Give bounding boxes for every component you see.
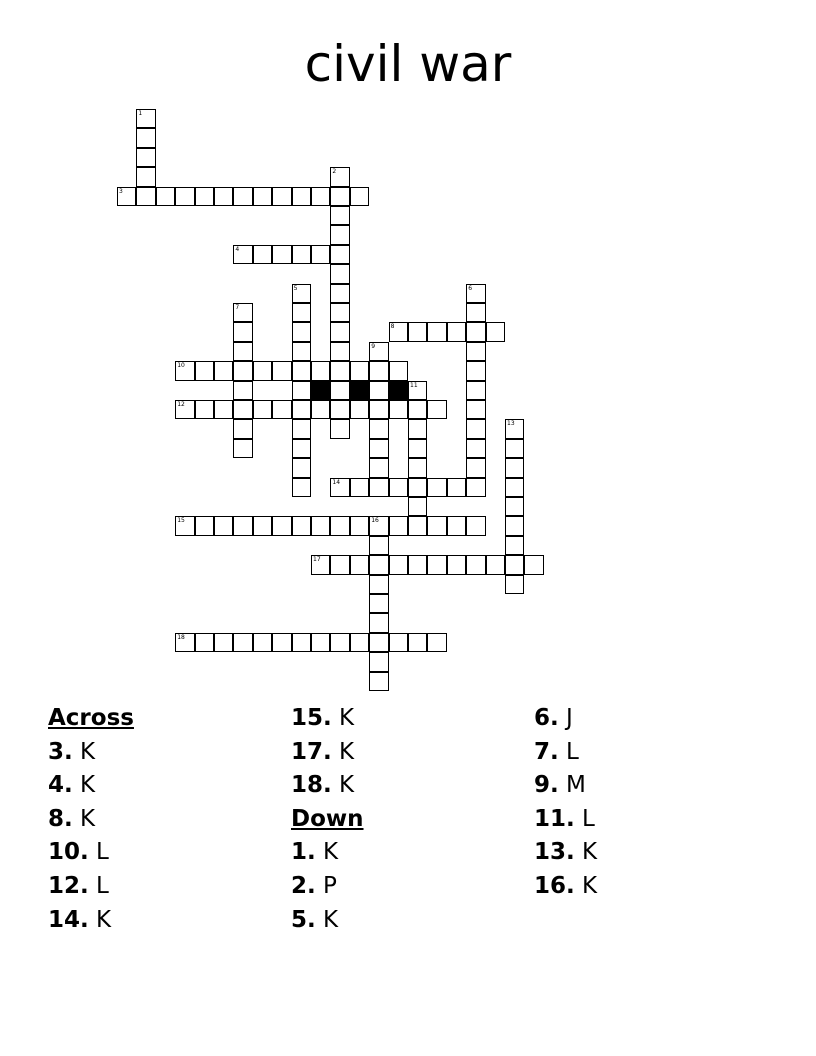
clue-item <box>534 769 597 803</box>
crossword-cell[interactable] <box>233 245 252 264</box>
crossword-cell[interactable] <box>505 536 524 555</box>
crossword-cell[interactable] <box>292 400 311 419</box>
crossword-cell[interactable] <box>136 128 155 147</box>
clue-number: 15. <box>291 705 332 731</box>
crossword-cell[interactable] <box>233 633 252 652</box>
crossword-cell[interactable] <box>350 478 369 497</box>
crossword-cell[interactable] <box>272 516 291 535</box>
cell-number: 6 <box>468 284 473 292</box>
crossword-cell[interactable] <box>427 516 446 535</box>
crossword-cell[interactable] <box>505 575 524 594</box>
crossword-cell[interactable] <box>233 419 252 438</box>
crossword-cell[interactable] <box>486 322 505 341</box>
crossword-cell[interactable] <box>350 361 369 380</box>
crossword-cell[interactable] <box>311 400 330 419</box>
crossword-cell[interactable] <box>427 400 446 419</box>
crossword-cell[interactable] <box>330 555 349 574</box>
crossword-cell[interactable] <box>175 187 194 206</box>
clue-number: 4. <box>48 772 73 799</box>
crossword-cell[interactable] <box>330 303 349 322</box>
clue-item <box>291 736 364 770</box>
crossword-cell[interactable] <box>408 322 427 341</box>
crossword-cell[interactable] <box>369 419 388 438</box>
crossword-cell[interactable] <box>408 419 427 438</box>
crossword-cell[interactable] <box>136 109 155 128</box>
crossword-cell[interactable] <box>292 284 311 303</box>
crossword-cell[interactable] <box>272 361 291 380</box>
crossword-black-cell <box>389 381 408 400</box>
crossword-cell[interactable] <box>292 633 311 652</box>
crossword-cell[interactable] <box>389 478 408 497</box>
crossword-cell[interactable] <box>272 400 291 419</box>
crossword-cell[interactable] <box>156 187 175 206</box>
clue-item <box>534 736 597 770</box>
crossword-cell[interactable] <box>214 361 233 380</box>
clue-number: 5. <box>291 906 316 933</box>
crossword-cell[interactable] <box>272 245 291 264</box>
crossword-cell[interactable] <box>195 361 214 380</box>
crossword-cell[interactable] <box>524 555 543 574</box>
crossword-cell[interactable] <box>253 245 272 264</box>
cell-number: 11 <box>410 381 418 389</box>
crossword-cell[interactable] <box>447 516 466 535</box>
clue-item <box>48 803 134 837</box>
crossword-cell[interactable] <box>311 555 330 574</box>
cell-number: 2 <box>332 168 337 176</box>
clue-number: 16. <box>534 872 575 899</box>
crossword-cell[interactable] <box>175 361 194 380</box>
crossword-cell[interactable] <box>350 187 369 206</box>
crossword-cell[interactable] <box>330 342 349 361</box>
clue-item <box>48 769 134 803</box>
clue-item <box>291 904 364 938</box>
clue-item <box>534 803 597 837</box>
crossword-cell[interactable] <box>427 555 446 574</box>
crossword-cell[interactable] <box>330 187 349 206</box>
clue-text: K <box>574 872 598 899</box>
crossword-cell[interactable] <box>389 361 408 380</box>
crossword-cell[interactable] <box>350 400 369 419</box>
clue-text: K <box>331 738 355 765</box>
crossword-cell[interactable] <box>330 206 349 225</box>
crossword-cell[interactable] <box>195 633 214 652</box>
crossword-cell[interactable] <box>292 478 311 497</box>
crossword-cell[interactable] <box>330 284 349 303</box>
clue-text: K <box>72 738 96 765</box>
crossword-cell[interactable] <box>233 361 252 380</box>
clue-number: 2. <box>291 872 316 899</box>
cell-number: 9 <box>371 342 376 350</box>
crossword-cell[interactable] <box>466 439 485 458</box>
crossword-cell[interactable] <box>408 439 427 458</box>
clue-number: 7. <box>534 738 559 765</box>
clue-text: K <box>88 906 112 933</box>
crossword-cell[interactable] <box>233 303 252 322</box>
crossword-cell[interactable] <box>447 555 466 574</box>
crossword-cell[interactable] <box>408 633 427 652</box>
crossword-cell[interactable] <box>408 497 427 516</box>
crossword-cell[interactable] <box>408 400 427 419</box>
crossword-cell[interactable] <box>350 516 369 535</box>
crossword-cell[interactable] <box>427 322 446 341</box>
crossword-cell[interactable] <box>311 187 330 206</box>
clue-item <box>534 702 597 736</box>
crossword-cell[interactable] <box>233 381 252 400</box>
crossword-cell[interactable] <box>136 167 155 186</box>
clue-number: 11. <box>534 805 575 832</box>
clue-item <box>291 769 364 803</box>
crossword-cell[interactable] <box>233 516 252 535</box>
crossword-cell[interactable] <box>253 187 272 206</box>
crossword-cell[interactable] <box>136 148 155 167</box>
crossword-cell[interactable] <box>292 361 311 380</box>
crossword-cell[interactable] <box>447 322 466 341</box>
clue-text: K <box>72 772 96 799</box>
crossword-cell[interactable] <box>330 167 349 186</box>
crossword-cell[interactable] <box>175 400 194 419</box>
crossword-cell[interactable] <box>466 516 485 535</box>
clue-number: 14. <box>48 906 89 933</box>
crossword-cell[interactable] <box>369 458 388 477</box>
clue-column-2 <box>291 702 364 937</box>
crossword-cell[interactable] <box>505 458 524 477</box>
crossword-cell[interactable] <box>195 400 214 419</box>
crossword-cell[interactable] <box>389 555 408 574</box>
crossword-cell[interactable] <box>292 303 311 322</box>
crossword-cell[interactable] <box>408 458 427 477</box>
crossword-cell[interactable] <box>369 633 388 652</box>
crossword-cell[interactable] <box>369 594 388 613</box>
clue-item <box>291 836 364 870</box>
crossword-cell[interactable] <box>369 652 388 671</box>
crossword-cell[interactable] <box>330 516 349 535</box>
crossword-cell[interactable] <box>253 633 272 652</box>
crossword-cell[interactable] <box>292 187 311 206</box>
cell-number: 14 <box>332 478 341 486</box>
crossword-cell[interactable] <box>195 516 214 535</box>
crossword-cell[interactable] <box>389 322 408 341</box>
cell-number: 12 <box>177 401 185 408</box>
crossword-cell[interactable] <box>369 555 388 574</box>
clue-text: L <box>574 805 595 832</box>
clue-item <box>291 702 364 736</box>
crossword-cell[interactable] <box>505 497 524 516</box>
crossword-cell[interactable] <box>369 613 388 632</box>
crossword-cell[interactable] <box>369 400 388 419</box>
clue-item <box>291 870 364 904</box>
crossword-cell[interactable] <box>466 381 485 400</box>
crossword-cell[interactable] <box>233 400 252 419</box>
cell-number: 5 <box>293 284 298 292</box>
crossword-cell[interactable] <box>136 187 155 206</box>
crossword-cell[interactable] <box>369 361 388 380</box>
crossword-cell[interactable] <box>292 322 311 341</box>
crossword-cell[interactable] <box>330 419 349 438</box>
clue-text: K <box>331 705 355 731</box>
crossword-cell[interactable] <box>330 225 349 244</box>
crossword-cell[interactable] <box>505 555 524 574</box>
clue-item <box>48 836 134 870</box>
crossword-cell[interactable] <box>253 400 272 419</box>
cell-number: 15 <box>177 517 185 525</box>
crossword-cell[interactable] <box>292 342 311 361</box>
cell-number: 18 <box>177 633 185 641</box>
crossword-cell[interactable] <box>330 400 349 419</box>
crossword-cell[interactable] <box>214 633 233 652</box>
crossword-cell[interactable] <box>311 361 330 380</box>
clue-number: 10. <box>48 839 89 866</box>
crossword-cell[interactable] <box>233 187 252 206</box>
clue-column-1 <box>48 702 134 937</box>
clue-text: L <box>88 872 109 899</box>
crossword-cell[interactable] <box>408 381 427 400</box>
crossword-cell[interactable] <box>175 633 194 652</box>
crossword-cell[interactable] <box>292 458 311 477</box>
crossword-cell[interactable] <box>466 342 485 361</box>
crossword-cell[interactable] <box>233 342 252 361</box>
crossword-cell[interactable] <box>350 555 369 574</box>
crossword-cell[interactable] <box>330 361 349 380</box>
clue-number: 1. <box>291 839 316 866</box>
clue-column-3 <box>534 702 597 904</box>
crossword-cell[interactable] <box>466 284 485 303</box>
crossword-cell[interactable] <box>408 478 427 497</box>
crossword-cell[interactable] <box>505 516 524 535</box>
crossword-cell[interactable] <box>369 381 388 400</box>
crossword-cell[interactable] <box>117 187 136 206</box>
crossword-cell[interactable] <box>389 633 408 652</box>
cell-number: 7 <box>235 304 240 311</box>
crossword-cell[interactable] <box>311 633 330 652</box>
crossword-cell[interactable] <box>292 516 311 535</box>
crossword-cell[interactable] <box>466 419 485 438</box>
crossword-cell[interactable] <box>369 342 388 361</box>
crossword-cell[interactable] <box>311 516 330 535</box>
clue-number: 13. <box>534 839 575 866</box>
cell-number: 10 <box>177 362 185 370</box>
clue-item <box>48 870 134 904</box>
clue-item <box>534 870 597 904</box>
clue-text: K <box>315 906 339 933</box>
crossword-cell[interactable] <box>214 400 233 419</box>
crossword-cell[interactable] <box>505 439 524 458</box>
crossword-cell[interactable] <box>292 245 311 264</box>
crossword-cell[interactable] <box>486 555 505 574</box>
crossword-cell[interactable] <box>175 516 194 535</box>
crossword-cell[interactable] <box>466 322 485 341</box>
crossword-cell[interactable] <box>272 187 291 206</box>
crossword-cell[interactable] <box>447 478 466 497</box>
clue-text: K <box>72 805 96 832</box>
crossword-cell[interactable] <box>408 516 427 535</box>
clue-text: L <box>88 839 109 866</box>
crossword-cell[interactable] <box>272 633 291 652</box>
clue-text: J <box>558 705 573 731</box>
crossword-cell[interactable] <box>369 575 388 594</box>
crossword-cell[interactable] <box>466 555 485 574</box>
crossword-cell[interactable] <box>330 633 349 652</box>
crossword-cell[interactable] <box>330 381 349 400</box>
clue-number: 8. <box>48 805 73 832</box>
crossword-cell[interactable] <box>427 478 446 497</box>
cell-number: 1 <box>138 110 143 117</box>
crossword-cell[interactable] <box>369 672 388 691</box>
crossword-black-cell <box>350 381 369 400</box>
crossword-black-cell <box>311 381 330 400</box>
crossword-cell[interactable] <box>466 478 485 497</box>
crossword-cell[interactable] <box>195 187 214 206</box>
crossword-cell[interactable] <box>253 361 272 380</box>
crossword-cell[interactable] <box>408 555 427 574</box>
cell-number: 4 <box>235 245 240 253</box>
crossword-cell[interactable] <box>292 439 311 458</box>
cell-number: 17 <box>313 556 321 564</box>
crossword-cell[interactable] <box>505 419 524 438</box>
clue-text: M <box>558 772 586 799</box>
clue-number: 17. <box>291 738 332 765</box>
clue-item <box>48 736 134 770</box>
clue-item <box>48 904 134 938</box>
clue-number: 3. <box>48 738 73 765</box>
crossword-cell[interactable] <box>389 516 408 535</box>
crossword-cell[interactable] <box>427 633 446 652</box>
clue-number: 9. <box>534 772 559 799</box>
puzzle-title: civil war <box>304 35 512 93</box>
cell-number: 13 <box>507 420 515 428</box>
crossword-cell[interactable] <box>330 264 349 283</box>
crossword-cell[interactable] <box>369 536 388 555</box>
cell-number: 3 <box>119 187 123 195</box>
crossword-cell[interactable] <box>466 303 485 322</box>
crossword-cell[interactable] <box>311 245 330 264</box>
cell-number: 16 <box>371 517 379 525</box>
cell-number: 8 <box>390 323 395 331</box>
crossword-cell[interactable] <box>292 381 311 400</box>
crossword-cell[interactable] <box>389 400 408 419</box>
crossword-cell[interactable] <box>233 322 252 341</box>
crossword-cell[interactable] <box>214 516 233 535</box>
crossword-cell[interactable] <box>369 516 388 535</box>
crossword-cell[interactable] <box>233 439 252 458</box>
clue-text: P <box>315 872 337 899</box>
crossword-cell[interactable] <box>253 516 272 535</box>
crossword-cell[interactable] <box>369 439 388 458</box>
clue-item <box>534 836 597 870</box>
clue-text: K <box>331 772 355 799</box>
crossword-cell[interactable] <box>292 419 311 438</box>
clue-text: L <box>558 738 579 765</box>
crossword-cell[interactable] <box>330 245 349 264</box>
crossword-cell[interactable] <box>214 187 233 206</box>
crossword-cell[interactable] <box>466 458 485 477</box>
crossword-cell[interactable] <box>466 361 485 380</box>
clue-text: K <box>315 839 339 866</box>
clue-number: 6. <box>534 705 559 731</box>
clue-number: 18. <box>291 772 332 799</box>
crossword-cell[interactable] <box>330 322 349 341</box>
crossword-cell[interactable] <box>330 478 349 497</box>
crossword-cell[interactable] <box>350 633 369 652</box>
across-heading: Across <box>48 705 134 731</box>
down-heading: Down <box>291 805 364 832</box>
crossword-cell[interactable] <box>369 478 388 497</box>
crossword-cell[interactable] <box>505 478 524 497</box>
clue-text: K <box>574 839 598 866</box>
crossword-cell[interactable] <box>466 400 485 419</box>
clue-number: 12. <box>48 872 89 899</box>
